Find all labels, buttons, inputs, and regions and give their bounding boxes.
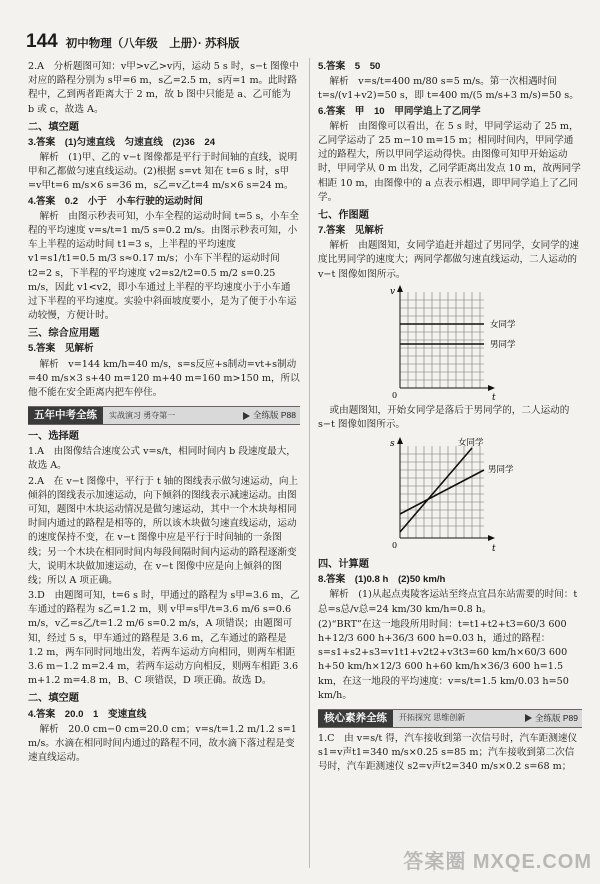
vt-x-arrow [488, 385, 495, 391]
answer-6-label: 6.答案 甲 10 甲同学追上了乙同学 [318, 105, 481, 117]
section-heading: 三、综合应用题 [28, 328, 100, 340]
st-female-label: 女同学 [458, 438, 484, 449]
answer-3-label: 3.答案 (1)匀速直线 匀速直线 (2)36 24 [28, 136, 216, 148]
vt-male-label: 男同学 [490, 339, 516, 350]
section-heading: 四、计算题 [318, 559, 369, 571]
arrow-icon [525, 714, 532, 722]
st-x-arrow [488, 535, 495, 541]
band-reference: 全练版 P88 [243, 409, 300, 422]
answer-4-analysis: 解析 由图示秒表可知，小车全程的运动时间 t=5 s，小车全程的平均速度 v=s/t=1 m/5 s=0.2 m/s。由图示秒表可知，小车上半程的运动时间 t1=3 s，上半程的平均速度 v1=s1/t1=0.5 m/3 s≈0.17 m/s；小车下半程的运动时间 t2=2 s，下半程的平均速度 v2=s2/t2=0.5 m/2 s=0.25 m/s，因此 v1<v2，即小车通过上半程的平均速度小于小车通过下半程的平均速度。实验中斜面坡度要小，是为了便于小车运动较慢，方便计时。 [28, 210, 299, 322]
watermark: 答案圈 MXQE.COM [403, 851, 592, 874]
band-title: 核心素养全练 [318, 710, 393, 727]
band-reference: 全练版 P89 [525, 712, 582, 725]
section-band-five-year [28, 406, 300, 425]
answer-5-analysis: 解析 v=144 km/h=40 m/s，s=s反应+s制动=vt+s制动=40 m/s×3 s+40 m=120 m+40 m=160 m>150 m，所以他不能在安全距离内把车停住。 [28, 358, 300, 398]
page-number: 144 [26, 31, 58, 52]
st-male-line [400, 470, 484, 514]
vt-female-label: 女同学 [490, 319, 516, 330]
core-1: 1.C 由 v=s/t 得，汽车接收到第一次信号时，汽车距测速仪 s1=v声t1=340 m/s×0.25 s=85 m；汽车接收到第二次信号时，汽车距测速仪 s2=v声t2=340 m/s×0.2 s=68 m； [318, 732, 578, 773]
column-divider [309, 58, 310, 868]
right-column [318, 60, 582, 875]
answer-7-label: 7.答案 见解析 [318, 224, 384, 236]
answer-3-analysis: 解析 (1)甲、乙的 v−t 图像都是平行于时间轴的直线，说明甲和乙都做匀速直线运动。(2)根据 s=vt 知在 t=6 s 时，s甲=v甲t=6 m/s×6 s=36 m，s乙=v乙t=4 m/s×6 s=24 m。 [28, 152, 298, 192]
st-female-line [400, 448, 472, 532]
answer-5-label: 5.答案 5 50 [318, 61, 381, 72]
band-subtitle: 实战演习 勇夺第一 [109, 410, 176, 420]
st-x-label: t [492, 544, 496, 555]
choice-3: 3.D 由题图可知，t=6 s 时，甲通过的路程为 s甲=3.6 m，乙车通过的路程为 s乙=1.2 m，则 v甲=s甲/t=3.6 m/6 s=0.6 m/s，v乙=s乙/t=1.2 m/6 s=0.2 m/s，A 项错误；由题图可知，经过 5 s，甲车通过的路程是 3.6 m，乙车通过的路程是 1.2 m，两车同时同地出发，若两车运动方向相同，则两车相距 3.6 m−1.2 m=2.4 m，若两车运动方向相反，则两车相距 3.6 m+1.2 m=4.8 m，B、C 项错误，D 项正确。故选 D。 [28, 590, 300, 687]
section-heading: 二、填空题 [28, 121, 79, 133]
vt-x-label: t [492, 392, 496, 402]
band-title: 五年中考全练 [28, 407, 103, 424]
answer-8-part1: 解析 (1)从起点夷陵客运站至终点宜昌东站需要的时间：t总=s总/v总=24 km/30 km/h=0.8 h。 [318, 589, 578, 615]
band-subtitle: 开拓探究 思维创新 [399, 713, 466, 723]
answer-8-label: 8.答案 (1)0.8 h (2)50 km/h [318, 574, 446, 586]
answer-4-label: 4.答案 0.2 小于 小车行驶的运动时间 [28, 195, 203, 207]
st-y-arrow [397, 437, 403, 444]
vt-y-arrow [397, 285, 403, 292]
left-column [28, 60, 300, 870]
answer-2: 2.A 分析题图可知：v甲>v乙>v丙，运动 5 s 时，s−t 图像中对应的路程分别为 s甲=6 m，s乙=2.5 m，s丙=1 m。此时路程中，乙到两者距离大于 2 m，故 b 图中只能是 a、乙可能为 b 或 c，故选 A。 [28, 61, 299, 115]
page-header [26, 28, 306, 50]
vt-origin: 0 [392, 390, 398, 400]
arrow-icon [243, 412, 250, 420]
vt-y-label: v [390, 286, 396, 297]
choice-1: 1.A 由图像结合速度公式 v=s/t，相同时间内 b 段速度最大，故选 A。 [28, 446, 296, 472]
section-heading: 一、选择题 [28, 431, 79, 443]
fill-4-analysis: 解析 20.0 cm−0 cm=20.0 cm；v=s/t=1.2 m/1.2 s=1 m/s。水滴在相同时间内通过的路程不同，故水滴下落过程是变速直线运动。 [28, 723, 297, 764]
answer-7-alt: 或由题图知，开始女同学是落后于男同学的，二人运动的 s−t 图像如图所示。 [318, 404, 570, 430]
answer-6-analysis: 解析 由图像可以看出，在 5 s 时，甲同学运动了 25 m，乙同学运动了 25 m−10 m=15 m；相同时间内，甲同学通过的路程大，所以甲同学运动得快。由图像可知甲开始运动时，甲同学从 0 m 出发，乙同学距离出发点 10 m，故两同学相距 10 m，由图像中的 a 点表示相遇，即甲同学追上了乙同学。 [318, 120, 581, 203]
st-y-label: s [390, 439, 395, 450]
section-heading: 七、作图题 [318, 209, 369, 221]
section-heading: 二、填空题 [28, 693, 79, 705]
section-band-core-literacy [318, 709, 582, 728]
fill-4-label: 4.答案 20.0 1 变速直线 [28, 708, 147, 720]
answer-7-analysis: 解析 由题图知，女同学追赶并超过了男同学，女同学的速度比男同学的速度大；两同学都做匀速直线运动，二人运动的 v−t 图像如图所示。 [318, 240, 579, 280]
st-origin: 0 [392, 541, 398, 551]
choice-2: 2.A 在 v−t 图像中，平行于 t 轴的图线表示做匀速运动，向上倾斜的图线表示加速运动，向下倾斜的图线表示减速运动。由图可知，题图中木块运动情况是做匀速运动，其中一个木块每相同时间内通过的路程是相等的，所以该木块做匀速直线运动，运动的速度保持不变，在 v−t 图像中应是平行于时间轴的一条图线；另一个木块在相同时间内每段间隔时间内运动的路程逐渐变大，说明木块做加速运动，在 v−t 图像中应是向上倾斜的图线；所以 A 项正确。 [28, 475, 299, 586]
vt-grid [400, 292, 484, 388]
vt-graph [388, 284, 578, 402]
answer-8-part2: (2)“BRT”在这一地段所用时间：t=t1+t2+t3=60/3 600 h+12/3 600 h+36/3 600 h=0.03 h，通过的路程：s=s1+s2+s3=v1t1+v2t2+v3t3=60 km/h×60/3 600 h+50 km/h×12/3 600 h+60 km/h×36/3 600 h=1.5 km，在这一地段的平均速度：v=s/t=1.5 km/0.03 h=50 km/h。 [318, 618, 569, 701]
st-male-label: 男同学 [488, 465, 514, 476]
book-title: 初中物理（八年级 上册）· 苏科版 [65, 38, 240, 50]
answer-5-label: 5.答案 见解析 [28, 343, 94, 355]
answer-5-analysis: 解析 v=s/t=400 m/80 s=5 m/s。第一次相遇时间 t=s/(v1+v2)=50 s，即 t=400 m/(5 m/s+3 m/s)=50 s。 [318, 76, 579, 102]
st-graph [388, 434, 578, 554]
